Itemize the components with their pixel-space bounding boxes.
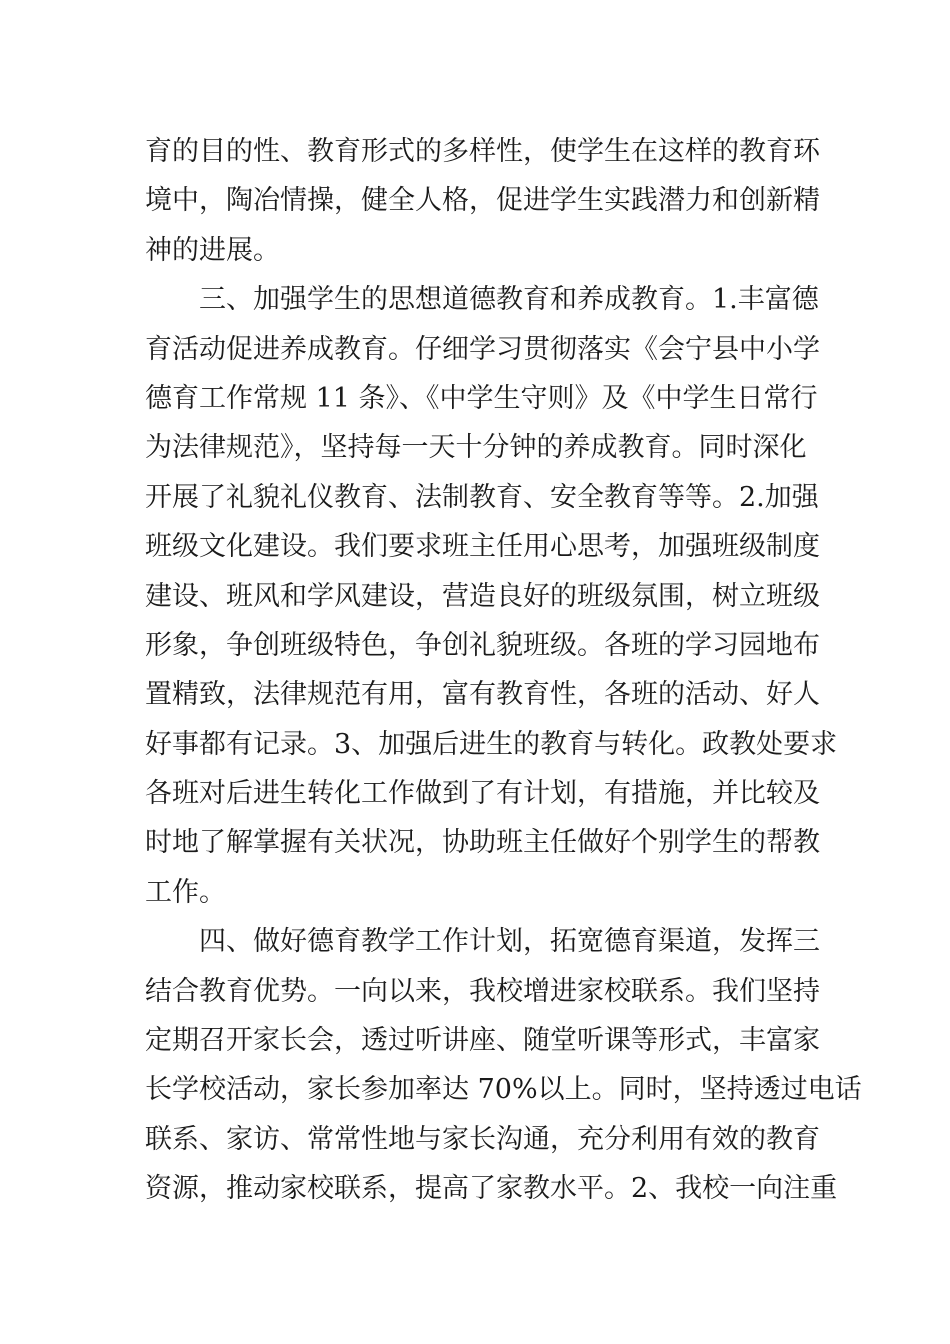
text-line: 境中，陶冶情操，健全人格，促进学生实践潜力和创新精 bbox=[145, 185, 820, 217]
text-line: 长学校活动，家长参加率达 70%以上。同时，坚持透过电话 bbox=[145, 1074, 862, 1106]
text-line: 三、加强学生的思想道德教育和养成教育。1.丰富德 bbox=[145, 284, 819, 316]
text-line: 建设、班风和学风建设，营造良好的班级氛围，树立班级 bbox=[145, 580, 820, 612]
text-line: 神的进展。 bbox=[145, 234, 280, 266]
text-line: 时地了解掌握有关状况，协助班主任做好个别学生的帮教 bbox=[145, 827, 820, 859]
text-line: 联系、家访、常常性地与家长沟通，充分利用有效的教育 bbox=[145, 1123, 820, 1155]
text-line: 置精致，法律规范有用，富有教育性，各班的活动、好人 bbox=[145, 679, 820, 711]
text-line: 形象，争创班级特色，争创礼貌班级。各班的学习园地布 bbox=[145, 629, 820, 661]
text-line: 四、做好德育教学工作计划，拓宽德育渠道，发挥三 bbox=[145, 926, 820, 958]
text-line: 工作。 bbox=[145, 876, 226, 908]
text-line: 为法律规范》，坚持每一天十分钟的养成教育。同时深化 bbox=[145, 432, 807, 464]
text-line: 各班对后进生转化工作做到了有计划，有措施，并比较及 bbox=[145, 778, 820, 810]
text-line: 好事都有记录。3、加强后进生的教育与转化。政教处要求 bbox=[145, 728, 838, 760]
text-line: 育活动促进养成教育。仔细学习贯彻落实《会宁县中小学 bbox=[145, 333, 820, 365]
text-line: 班级文化建设。我们要求班主任用心思考，加强班级制度 bbox=[145, 531, 820, 563]
body-text bbox=[145, 127, 862, 1214]
text-line: 开展了礼貌礼仪教育、法制教育、安全教育等等。2.加强 bbox=[145, 481, 819, 513]
text-line: 德育工作常规 11 条》、《中学生守则》及《中学生日常行 bbox=[145, 382, 818, 414]
text-line: 结合教育优势。一向以来，我校增进家校联系。我们坚持 bbox=[145, 975, 820, 1007]
text-line: 定期召开家长会，透过听讲座、随堂听课等形式，丰富家 bbox=[145, 1025, 820, 1057]
text-line: 育的目的性、教育形式的多样性，使学生在这样的教育环 bbox=[145, 136, 820, 167]
text-line: 资源，推动家校联系，提高了家教水平。2、我校一向注重 bbox=[145, 1173, 838, 1205]
